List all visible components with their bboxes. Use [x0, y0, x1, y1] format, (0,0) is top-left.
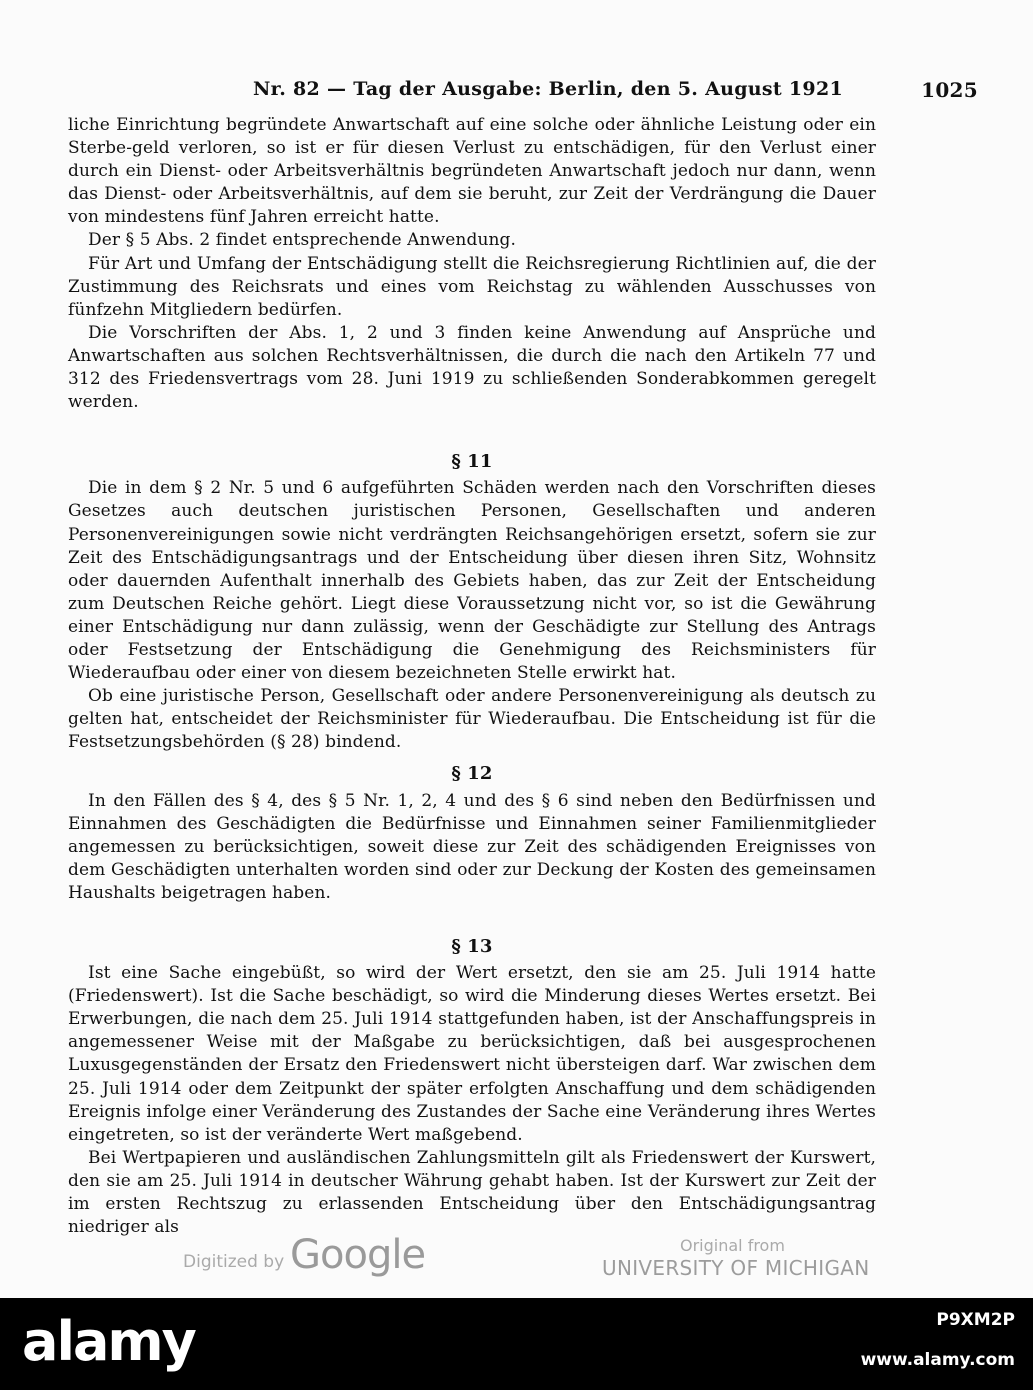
- paragraph: Der § 5 Abs. 2 findet entsprechende Anwendung.: [88, 230, 517, 251]
- header-title: Nr. 82 — Tag der Ausgabe: Berlin, den 5. August 1921: [252, 78, 843, 100]
- paragraph: Die in dem § 2 Nr. 5 und 6 aufgeführten Schäden werden nach den Vorschriften dieses Gesetzes auch deutschen juristischen Personen, Gesellschaften und anderen Personenvereinigungen sowie nicht verdrängten Reichsangehörigen ersetzt, sofern sie zur Zeit des Entschädigungsantrags und der Entscheidung über diesen ihren Sitz, Wohnsitz oder dauernden Aufenthalt innerhalb des Gebiets haben, das zur Zeit der Entscheidung zum Deutschen Reiche gehört. Liegt diese Voraussetzung nicht vor, so ist die Gewährung einer Entschädigung nur dann zulässig, wenn der Geschädigte zur Stellung des Antrags oder Festsetzung der Entschädigung die Genehmigung des Reichsministers für Wiederaufbau oder einer von diesem bezeichneten Stelle erwirkt hat.: [68, 478, 876, 684]
- alamy-logo: alamy: [22, 1310, 195, 1373]
- digitization-footer: [0, 1232, 1033, 1282]
- digitized-by-label: Digitized by: [183, 1252, 285, 1272]
- image-id: P9XM2P: [936, 1310, 1015, 1330]
- site-url: www.alamy.com: [860, 1350, 1015, 1370]
- page-number: 1025: [921, 78, 978, 102]
- section-heading: § 11: [451, 451, 493, 473]
- document-body: [68, 114, 876, 1239]
- paragraph: liche Einrichtung begründete Anwartschaft auf eine solche oder ähnliche Leistung oder ein Sterbe-geld verloren, so ist er für diesen Verlust zu entschädigen, für den Verlust einer durch ein Dienst- oder Arbeitsverhältnis begründeten Anwartschaft jedoch nur dann, wenn das Dienst- oder Arbeitsverhältnis, auf dem sie beruht, zur Zeit der Verdrängung die Dauer von mindestens fünf Jahren erreicht hatte.: [68, 115, 876, 228]
- paragraph: Ob eine juristische Person, Gesellschaft oder andere Personenvereinigung als deutsch zu gelten hat, entscheidet der Reichsminister für Wiederaufbau. Die Entscheidung ist für die Festsetzungsbehörden (§ 28) bindend.: [68, 686, 876, 753]
- paragraph: Bei Wertpapieren und ausländischen Zahlungsmitteln gilt als Friedenswert der Kurswert, den sie am 25. Juli 1914 in deutscher Währung gehabt haben. Ist der Kurswert zur Zeit der im ersten Rechtszug zu erlassenden Entscheidung über den Entschädigungsantrag niedriger als: [68, 1147, 876, 1238]
- original-from-label: Original from: [680, 1236, 785, 1255]
- paragraph: In den Fällen des § 4, des § 5 Nr. 1, 2, 4 und des § 6 sind neben den Bedürfnissen und Einnahmen des Geschädigten die Bedürfnisse und Einnahmen seiner Familienmitglieder angemessen zu berücksichtigen, soweit diese zur Zeit des schädigenden Ereignisses von dem Geschädigten unterhalten worden sind oder zur Deckung der Kosten des gemeinsamen Haushalts beigetragen haben.: [68, 790, 876, 903]
- google-logo: Google: [290, 1232, 426, 1278]
- paragraph: Ist eine Sache eingebüßt, so wird der Wert ersetzt, den sie am 25. Juli 1914 hatte (Friedenswert). Ist die Sache beschädigt, so wird die Minderung dieses Wertes ersetzt. Bei Erwerbungen, die nach dem 25. Juli 1914 stattgefunden haben, ist der Anschaffungspreis in angemessener Weise mit der Maßgabe zu berücksichtigen, daß bei ausgesprochenen Luxusgegenständen der Ersatz den Friedenswert nicht übersteigen darf. War zwischen dem 25. Juli 1914 oder dem Zeitpunkt der später erfolgten Anschaffung und dem schädigenden Ereignis infolge einer Veränderung des Zustandes der Sache eine Veränderung ihres Wertes eingetreten, so ist der veränderte Wert maßgebend.: [68, 963, 876, 1145]
- paragraph: Die Vorschriften der Abs. 1, 2 und 3 finden keine Anwendung auf Ansprüche und Anwartschaften aus solchen Rechtsverhältnissen, die durch die nach den Artikeln 77 und 312 des Friedensvertrags vom 28. Juni 1919 zu schließenden Sonderabkommen geregelt werden.: [68, 322, 876, 413]
- section-heading: § 13: [451, 936, 493, 957]
- university-label: UNIVERSITY OF MICHIGAN: [602, 1256, 870, 1280]
- section-heading: § 12: [451, 763, 493, 785]
- stock-watermark-banner: [0, 1298, 1033, 1390]
- paragraph: Für Art und Umfang der Entschädigung stellt die Reichsregierung Richtlinien auf, die der Zustimmung des Reichsrats und eines vom Reichstag zu wählenden Ausschusses von fünfzehn Mitgliedern bedürfen.: [68, 253, 876, 320]
- page-header: [60, 78, 978, 102]
